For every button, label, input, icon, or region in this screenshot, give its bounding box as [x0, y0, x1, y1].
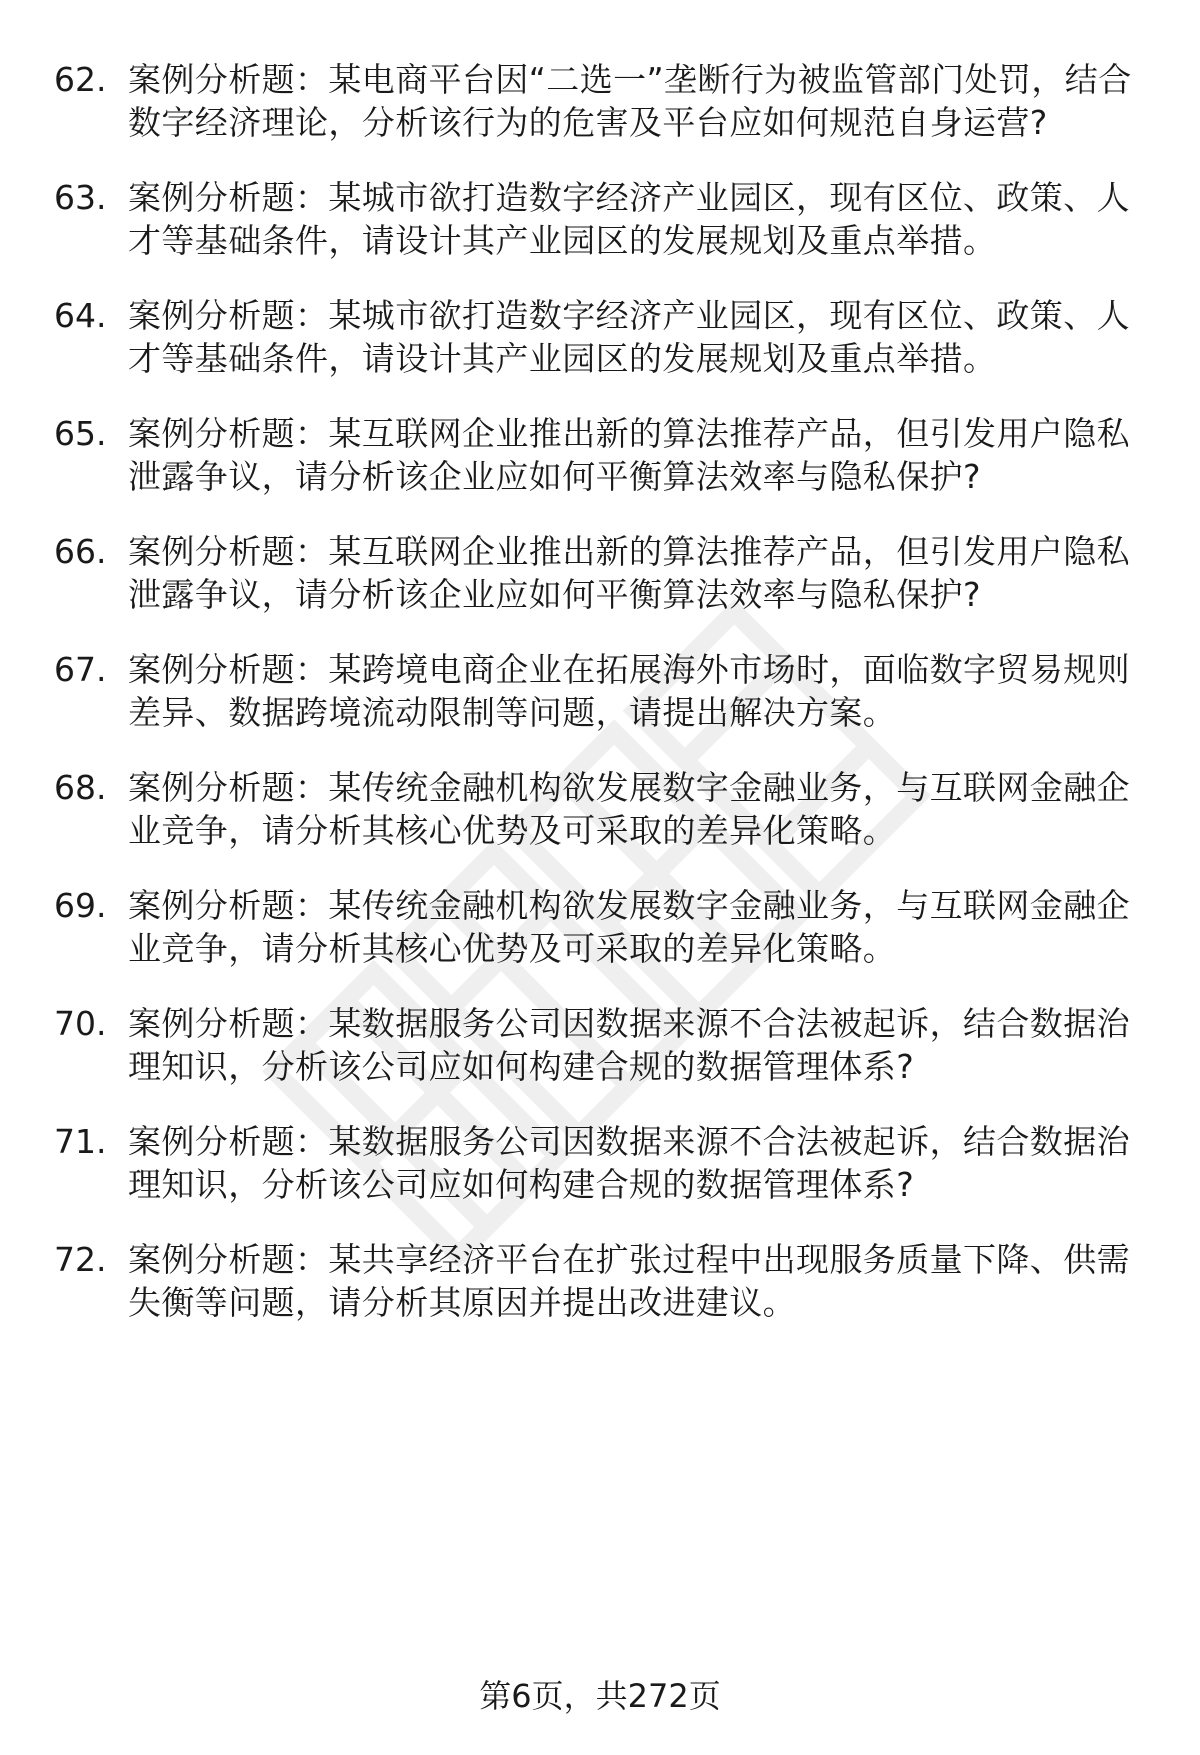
- question-item: [0, 1002, 1200, 1088]
- question-text: 案例分析题：某数据服务公司因数据来源不合法被起诉，结合数据治理知识，分析该公司应如何构建合规的数据管理体系?: [128, 1004, 1130, 1086]
- question-item: [0, 412, 1200, 498]
- question-number: 72.: [54, 1240, 107, 1279]
- question-number: 64.: [54, 296, 107, 335]
- question-item: [0, 884, 1200, 970]
- question-text: 案例分析题：某城市欲打造数字经济产业园区，现有区位、政策、人才等基础条件，请设计其产业园区的发展规划及重点举措。: [128, 296, 1130, 378]
- page-footer: [0, 1676, 1200, 1716]
- question-text: 案例分析题：某互联网企业推出新的算法推荐产品，但引发用户隐私泄露争议，请分析该企业应如何平衡算法效率与隐私保护?: [128, 414, 1130, 496]
- question-number: 70.: [54, 1004, 107, 1043]
- question-item: [0, 1238, 1200, 1324]
- question-number: 66.: [54, 532, 107, 571]
- question-list: [0, 58, 1200, 1356]
- question-number: 65.: [54, 414, 107, 453]
- question-item: [0, 176, 1200, 262]
- question-item: [0, 648, 1200, 734]
- question-number: 63.: [54, 178, 107, 217]
- question-item: [0, 1120, 1200, 1206]
- question-text: 案例分析题：某传统金融机构欲发展数字金融业务，与互联网金融企业竞争，请分析其核心优势及可采取的差异化策略。: [128, 886, 1130, 968]
- question-number: 62.: [54, 60, 107, 99]
- question-item: [0, 294, 1200, 380]
- question-item: [0, 766, 1200, 852]
- question-text: 案例分析题：某数据服务公司因数据来源不合法被起诉，结合数据治理知识，分析该公司应如何构建合规的数据管理体系?: [128, 1122, 1130, 1204]
- question-number: 67.: [54, 650, 107, 689]
- question-number: 68.: [54, 768, 107, 807]
- question-item: [0, 58, 1200, 144]
- question-text: 案例分析题：某共享经济平台在扩张过程中出现服务质量下降、供需失衡等问题，请分析其原因并提出改进建议。: [128, 1240, 1130, 1322]
- question-number: 69.: [54, 886, 107, 925]
- question-number: 71.: [54, 1122, 107, 1161]
- page-number-label: 第6页，共272页: [479, 1677, 721, 1715]
- question-text: 案例分析题：某互联网企业推出新的算法推荐产品，但引发用户隐私泄露争议，请分析该企业应如何平衡算法效率与隐私保护?: [128, 532, 1130, 614]
- question-text: 案例分析题：某电商平台因“二选一”垄断行为被监管部门处罚，结合数字经济理论，分析该行为的危害及平台应如何规范自身运营?: [128, 60, 1132, 142]
- question-text: 案例分析题：某城市欲打造数字经济产业园区，现有区位、政策、人才等基础条件，请设计其产业园区的发展规划及重点举措。: [128, 178, 1130, 260]
- question-text: 案例分析题：某跨境电商企业在拓展海外市场时，面临数字贸易规则差异、数据跨境流动限制等问题，请提出解决方案。: [128, 650, 1130, 732]
- question-item: [0, 530, 1200, 616]
- question-text: 案例分析题：某传统金融机构欲发展数字金融业务，与互联网金融企业竞争，请分析其核心优势及可采取的差异化策略。: [128, 768, 1130, 850]
